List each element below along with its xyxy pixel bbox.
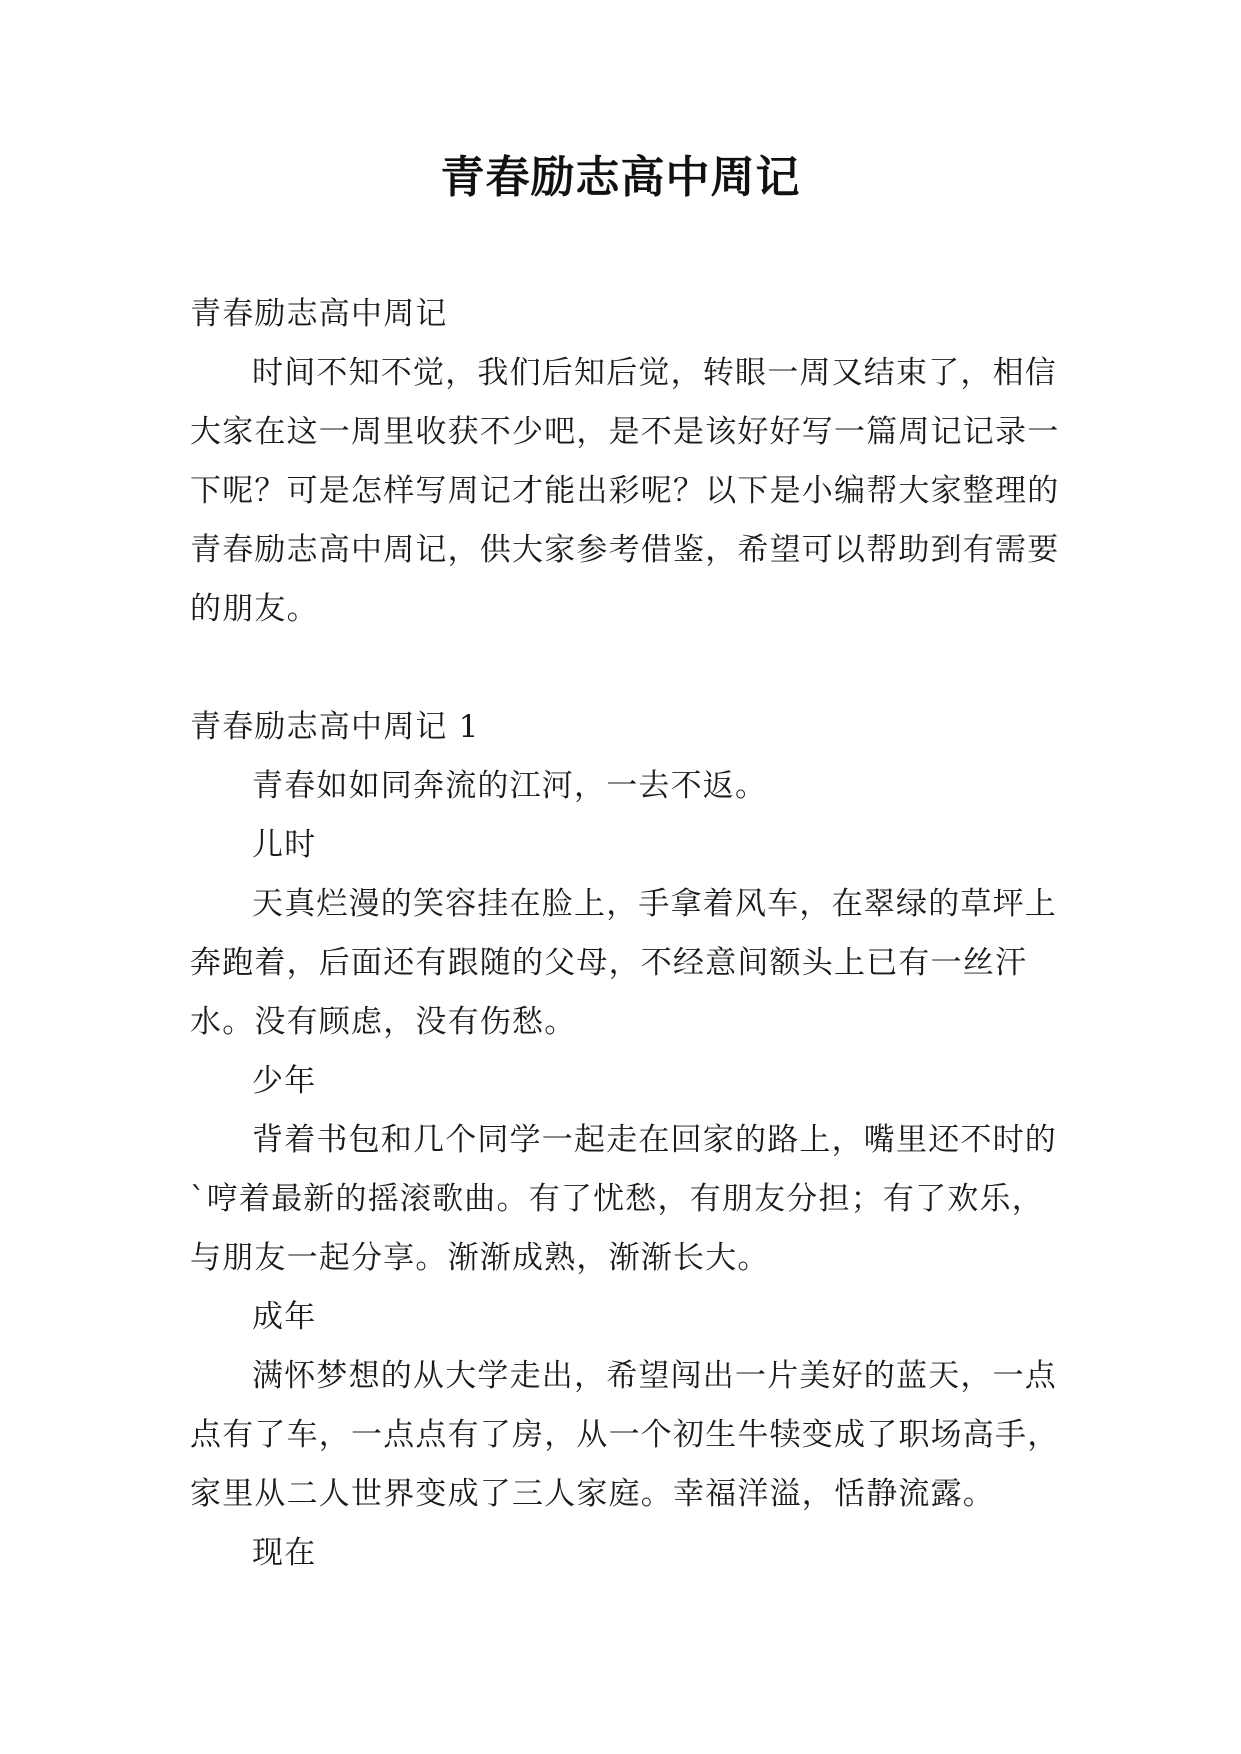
intro-paragraph: 时间不知不觉，我们后知后觉，转眼一周又结束了，相信大家在这一周里收获不少吧，是不是该好好写一篇周记记录一下呢？可是怎样写周记才能出彩呢？以下是小编帮大家整理的青春励志高中周记，供大家参考借鉴，希望可以帮助到有需要的朋友。 xyxy=(190,355,1060,627)
stage-heading: 成年 xyxy=(252,1299,317,1335)
paragraph: 青春如如同奔流的江河，一去不返。 xyxy=(252,768,768,804)
paragraph: 满怀梦想的从大学走出，希望闯出一片美好的蓝天，一点点有了车，一点点有了房，从一个初生牛犊变成了职场高手，家里从二人世界变成了三人家庭。幸福洋溢，恬静流露。 xyxy=(190,1358,1060,1512)
document-body xyxy=(190,285,1060,1583)
section-spacer xyxy=(190,639,1060,698)
stage-heading: 少年 xyxy=(252,1063,317,1099)
document-title: 青春励志高中周记 xyxy=(440,152,801,203)
paragraph: 天真烂漫的笑容挂在脸上，手拿着风车，在翠绿的草坪上奔跑着，后面还有跟随的父母，不经意间额头上已有一丝汗水。没有顾虑，没有伤愁。 xyxy=(190,886,1057,1040)
stage-heading: 现在 xyxy=(252,1535,317,1571)
intro-heading: 青春励志高中周记 xyxy=(190,296,448,332)
stage-heading: 儿时 xyxy=(252,827,317,863)
section-heading: 青春励志高中周记 1 xyxy=(190,709,480,745)
paragraph: 背着书包和几个同学一起走在回家的路上，嘴里还不时的`哼着最新的摇滚歌曲。有了忧愁，有朋友分担；有了欢乐，与朋友一起分享。渐渐成熟，渐渐长大。 xyxy=(190,1122,1057,1276)
